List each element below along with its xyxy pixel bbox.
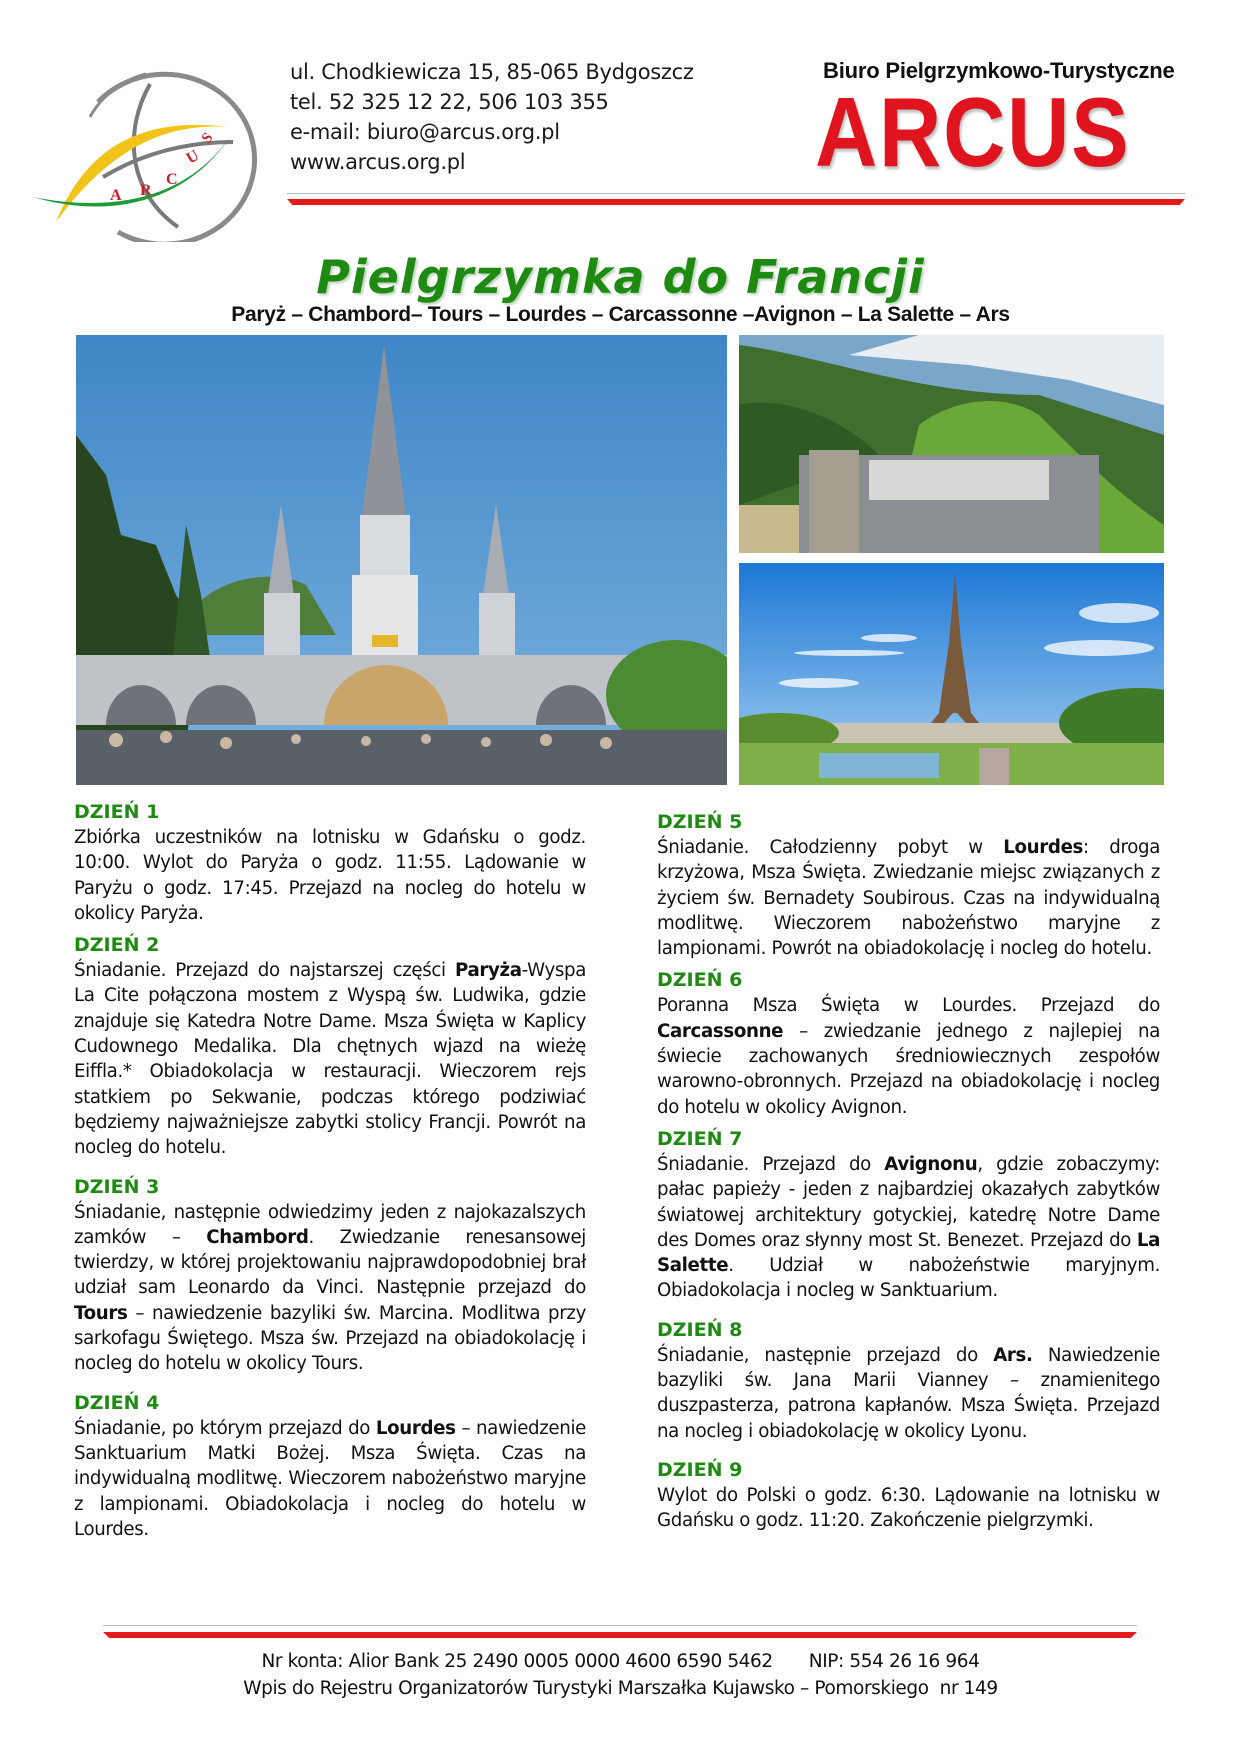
contact-address: ul. Chodkiewicza 15, 85-065 Bydgoszcz bbox=[290, 60, 694, 84]
svg-text:R: R bbox=[140, 182, 152, 199]
header-divider-red bbox=[287, 199, 1185, 205]
day-6 bbox=[657, 968, 1160, 1119]
day-8 bbox=[657, 1318, 1160, 1444]
itinerary-left-column bbox=[74, 800, 586, 1549]
day-heading: DZIEŃ 4 bbox=[74, 1391, 160, 1414]
brand-name: ARCUS bbox=[815, 77, 1131, 187]
day-heading: DZIEŃ 3 bbox=[74, 1175, 160, 1198]
day-1 bbox=[74, 800, 586, 926]
day-heading: DZIEŃ 9 bbox=[657, 1458, 743, 1481]
svg-text:S: S bbox=[198, 129, 217, 147]
footer-divider-red bbox=[103, 1632, 1137, 1638]
day-heading: DZIEŃ 1 bbox=[74, 801, 160, 823]
nip-number: NIP: 554 26 16 964 bbox=[808, 1651, 980, 1672]
day-description: Śniadanie. Przejazd do Avignonu, gdzie zobaczymy: pałac papieży - jeden z najbardziej okazałych zabytków światowej architektury gotyckiej, katedrę Notre Dame des Domes oraz słynny most St. Benezet. Przejazd do La Salette. Udział w nabożeństwie maryjnym. Obiadokolacja i nocleg w Sanktuarium. bbox=[657, 1153, 1160, 1302]
day-description: Śniadanie, następnie odwiedzimy jeden z najokazalszych zamków – Chambord. Zwiedzanie renesansowej twierdzy, w której projektowaniu najprawdopodobniej brał udział sam Leonardo da Vinci. Następnie przejazd do Tours – nawiedzenie bazyliki św. Marcina. Modlitwa przy sarkofagu Świętego. Msza św. Przejazd na obiadokolację i nocleg do hotelu w okolicy Tours. bbox=[74, 1201, 586, 1375]
lourdes-basilica-image bbox=[76, 335, 727, 785]
arcus-logo bbox=[28, 62, 258, 242]
eiffel-tower-image bbox=[739, 563, 1164, 785]
photo-lourdes-basilica bbox=[76, 335, 727, 785]
day-4 bbox=[74, 1391, 586, 1542]
day-heading: DZIEŃ 8 bbox=[657, 1318, 743, 1341]
la-salette-image bbox=[739, 335, 1164, 553]
day-description: Zbiórka uczestników na lotnisku w Gdańsku o godz. 10:00. Wylot do Paryża o godz. 11:55. Lądowanie w Paryżu o godz. 17:45. Przejazd na nocleg do hotelu w okolicy Paryża. bbox=[74, 827, 586, 924]
contact-info bbox=[290, 57, 694, 177]
footer bbox=[0, 1648, 1241, 1702]
footer-line-1 bbox=[0, 1648, 1241, 1675]
day-heading: DZIEŃ 7 bbox=[657, 1127, 743, 1150]
day-description: Śniadanie. Przejazd do najstarszej części Paryża-Wyspa La Cite połączona mostem z Wyspą św. Ludwika, gdzie znajduje się Katedra Notre Dame. Msza Święta w Kaplicy Cudownego Medalika. Dla chętnych wjazd na wieżę Eiffla.* Obiadokolacja w restauracji. Wieczorem rejs statkiem po Sekwanie, podczas którego podziwiać będziemy najważniejsze zabytki stolicy Francji. Powrót na nocleg do hotelu. bbox=[74, 960, 586, 1159]
contact-website[interactable]: www.arcus.org.pl bbox=[290, 150, 466, 174]
footer-divider-grey bbox=[103, 1625, 1137, 1626]
svg-text:U: U bbox=[183, 146, 203, 168]
day-description: Śniadanie, po którym przejazd do Lourdes – nawiedzenie Sanktuarium Matki Bożej. Msza Święta. Czas na indywidualną modlitwę. Wieczorem nabożeństwo maryjne z lampionami. Obiadokolacja i nocleg do hotelu w Lourdes. bbox=[74, 1417, 586, 1540]
contact-phone[interactable]: tel. 52 325 12 22, 506 103 355 bbox=[290, 90, 609, 114]
photo-la-salette bbox=[739, 335, 1164, 553]
day-description: Poranna Msza Święta w Lourdes. Przejazd do Carcassonne – zwiedzanie jednego z najlepiej na świecie zachowanych średniowiecznych zespołów warowno-obronnych. Przejazd na obiadokolację i nocleg do hotelu w okolicy Avignon. bbox=[657, 995, 1160, 1118]
day-2 bbox=[74, 933, 586, 1160]
day-heading: DZIEŃ 2 bbox=[74, 934, 160, 957]
day-description: Śniadanie. Całodzienny pobyt w Lourdes: droga krzyżowa, Msza Święta. Zwiedzanie miejsc związanych z życiem św. Bernadety Soubirous. Czas na indywidualną modlitwę. Wieczorem nabożeństwo maryjne z lampionami. Powrót na obiadokolację i nocleg do hotelu. bbox=[657, 837, 1160, 960]
day-heading: DZIEŃ 5 bbox=[657, 811, 743, 833]
day-9 bbox=[657, 1458, 1160, 1534]
arcus-globe-icon bbox=[28, 62, 258, 242]
page-title: Pielgrzymka do Francji bbox=[316, 250, 925, 304]
day-7 bbox=[657, 1127, 1160, 1304]
registry-entry: Wpis do Rejestru Organizatorów Turystyki Marszałka Kujawsko – Pomorskiego nr 149 bbox=[243, 1678, 998, 1699]
day-description: Śniadanie, następnie przejazd do Ars. Nawiedzenie bazyliki św. Jana Marii Vianney – znamienitego duszpasterza, patrona kapłanów. Msza Święta. Przejazd na nocleg i obiadokolację w okolicy Lyonu. bbox=[657, 1344, 1160, 1442]
day-5 bbox=[657, 810, 1160, 961]
logo-letter-a: A bbox=[110, 187, 122, 204]
contact-email[interactable]: e-mail: biuro@arcus.org.pl bbox=[290, 120, 560, 144]
header-divider-grey bbox=[287, 193, 1185, 194]
itinerary-right-column bbox=[657, 810, 1160, 1541]
svg-text:C: C bbox=[166, 171, 178, 188]
brand-subtitle: Biuro Pielgrzymkowo-Turystyczne bbox=[823, 58, 1175, 83]
bank-account: Nr konta: Alior Bank 25 2490 0005 0000 4600 6590 5462 bbox=[261, 1651, 773, 1672]
day-3 bbox=[74, 1175, 586, 1377]
photo-eiffel-tower bbox=[739, 563, 1164, 785]
day-description: Wylot do Polski o godz. 6:30. Lądowanie na lotnisku w Gdańsku o godz. 11:20. Zakończenie pielgrzymki. bbox=[657, 1484, 1160, 1532]
route-subtitle: Paryż – Chambord– Tours – Lourdes – Carcassonne –Avignon – La Salette – Ars bbox=[231, 303, 1010, 326]
day-heading: DZIEŃ 6 bbox=[657, 969, 743, 992]
